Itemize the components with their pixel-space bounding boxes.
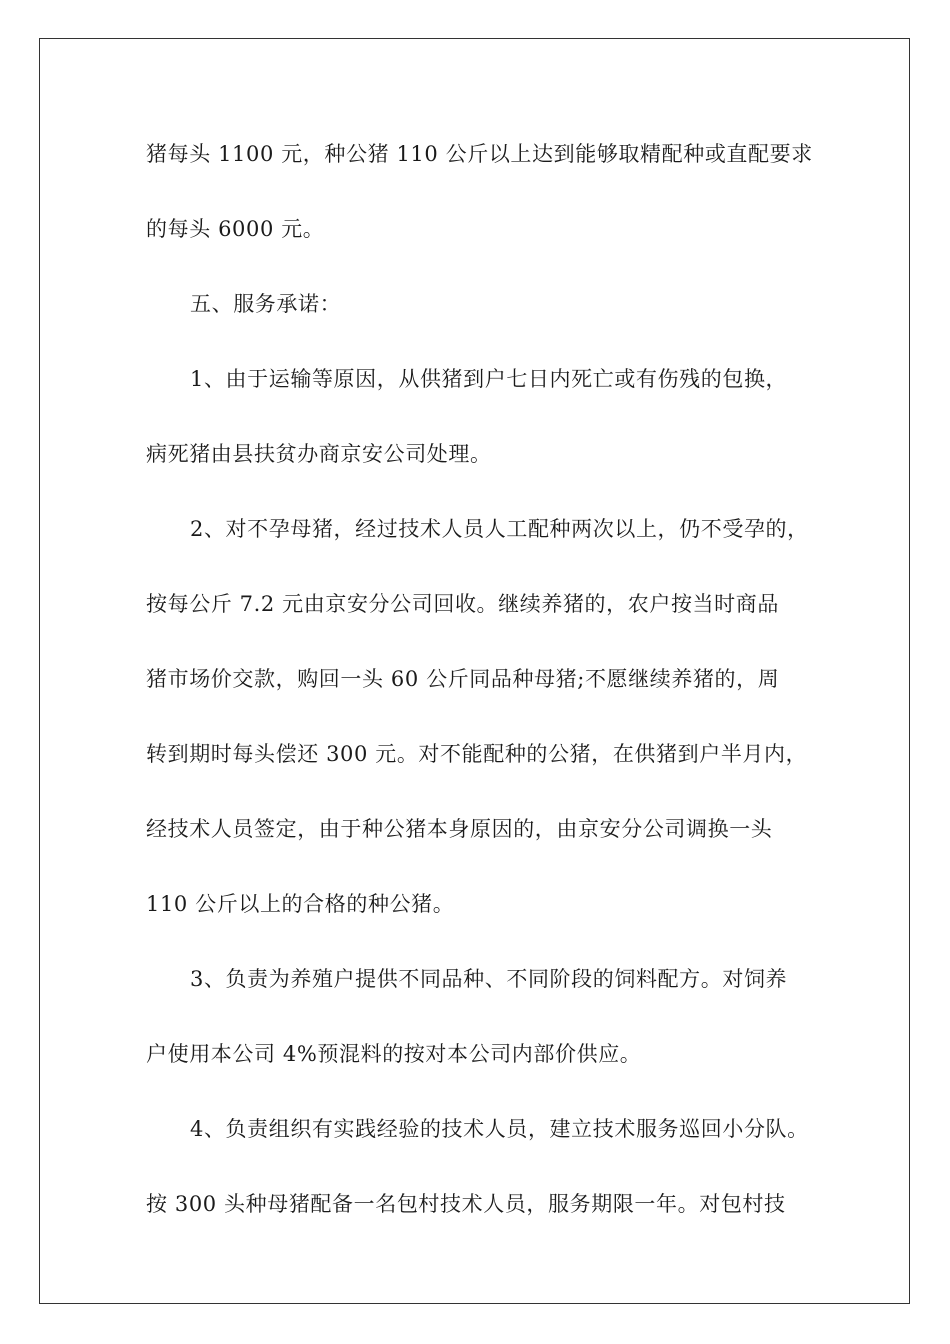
text-line: 4、负责组织有实践经验的技术人员，建立技术服务巡回小分队。 [190, 1117, 809, 1141]
text-line: 1、由于运输等原因，从供猪到户七日内死亡或有伤残的包换， [190, 367, 788, 391]
text-line: 按 300 头种母猪配备一名包村技术人员，服务期限一年。对包村技 [146, 1192, 786, 1216]
text-line: 3、负责为养殖户提供不同品种、不同阶段的饲料配方。对饲养 [190, 967, 788, 991]
text-line: 户使用本公司 4%预混料的按对本公司内部价供应。 [146, 1042, 642, 1066]
text-line: 猪市场价交款，购回一头 60 公斤同品种母猪;不愿继续养猪的，周 [146, 667, 780, 691]
text-line: 110 公斤以上的合格的种公猪。 [146, 892, 455, 916]
text-line: 经技术人员签定，由于种公猪本身原因的，由京安分公司调换一头 [146, 817, 773, 841]
text-line: 的每头 6000 元。 [146, 217, 325, 241]
text-line: 转到期时每头偿还 300 元。对不能配种的公猪，在供猪到户半月内， [146, 742, 808, 766]
text-line: 病死猪由县扶贫办商京安公司处理。 [146, 442, 492, 466]
text-line: 2、对不孕母猪，经过技术人员人工配种两次以上，仍不受孕的， [190, 517, 809, 541]
section-heading: 五、服务承诺： [190, 292, 342, 316]
text-line: 猪每头 1100 元，种公猪 110 公斤以上达到能够取精配种或直配要求 [146, 142, 813, 166]
text-line: 按每公斤 7.2 元由京安分公司回收。继续养猪的，农户按当时商品 [146, 592, 779, 616]
